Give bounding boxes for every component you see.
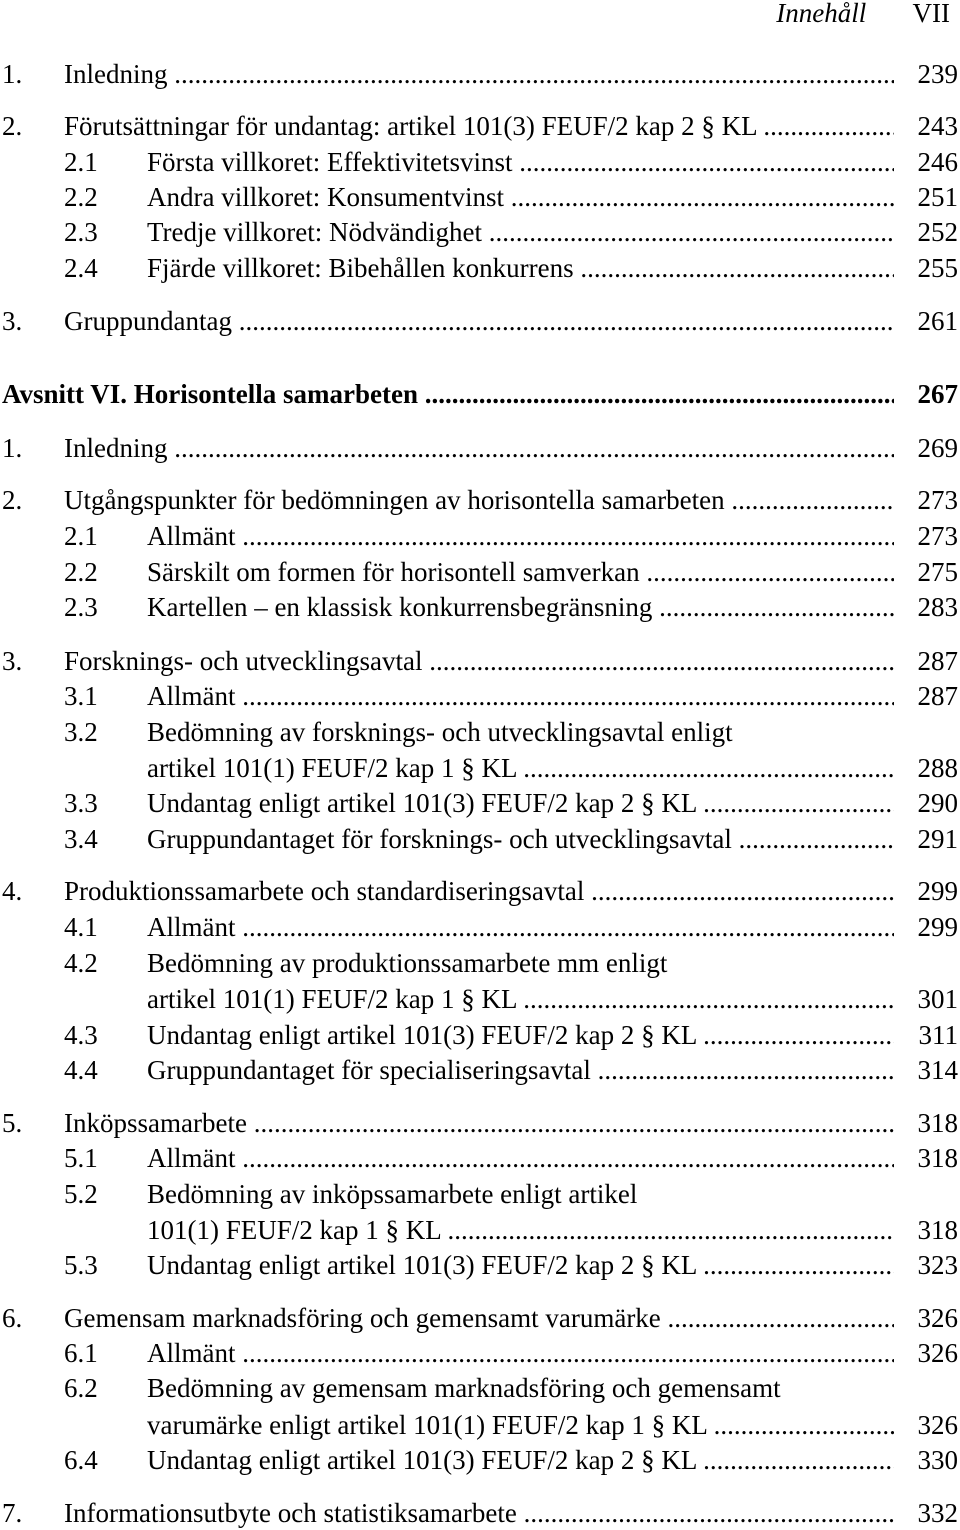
toc-entry-number: 5. [2,1108,23,1138]
toc-entry-title: Allmänt [147,1338,236,1368]
toc-entry-number: 4.1 [64,912,98,942]
toc-entry-page: 301 [917,984,958,1014]
toc-entry-page: 299 [917,876,958,906]
toc-entry[interactable] [0,716,960,748]
toc-entry-page: 283 [917,592,958,622]
toc-entry[interactable] [0,432,960,464]
toc-entry-title: Allmänt [147,912,236,942]
toc-entry-number: 1. [2,59,23,89]
toc-entry-title: Gemensam marknadsföring och gemensamt varumärke [64,1303,661,1333]
toc-entry-number: 5.1 [64,1143,98,1173]
toc-entry-page: 251 [917,182,958,212]
toc-entry-title: Utgångspunkter för bedömningen av horisontella samarbeten [64,485,725,515]
toc-entry[interactable] [0,252,960,284]
toc-entry-number: 6. [2,1303,23,1333]
header-section-title: Innehåll [776,0,867,28]
toc-entry-page: 326 [917,1303,958,1333]
toc-entry-title: Produktionssamarbete och standardiseringsavtal [64,876,585,906]
toc-entry-page: 318 [917,1108,958,1138]
toc-entry-title: Allmänt [147,521,236,551]
toc-entry-number: 3.3 [64,788,98,818]
toc-entry-title: Fjärde villkoret: Bibehållen konkurrens [147,253,574,283]
toc-entry-page: 287 [917,646,958,676]
toc-entry[interactable] [0,1178,960,1210]
toc-entry[interactable] [0,1249,960,1281]
toc-entry-title: Andra villkoret: Konsumentvinst [147,182,504,212]
toc-entry-title: artikel 101(1) FEUF/2 kap 1 § KL [147,984,517,1014]
toc-entry-number: 7. [2,1498,23,1528]
toc-entry-page: 267 [917,379,958,409]
toc-entry-page: 269 [917,433,958,463]
toc-entry-page: 332 [917,1498,958,1528]
toc-entry-title: Informationsutbyte och statistiksamarbete [64,1498,517,1528]
toc-entry-title: Allmänt [147,681,236,711]
toc-entry[interactable] [0,591,960,623]
toc-entry-number: 2. [2,485,23,515]
toc-entry-page: 252 [917,217,958,247]
toc-entry[interactable] [0,875,960,907]
toc-entry-page: 326 [917,1338,958,1368]
toc-entry-page: 318 [917,1143,958,1173]
toc-entry-page: 255 [917,253,958,283]
toc-entry-title: Forsknings- och utvecklingsavtal [64,646,423,676]
toc-entry[interactable] [0,1444,960,1476]
toc-entry-number: 1. [2,433,23,463]
toc-entry[interactable] [0,1409,960,1441]
toc-entry-title: Gruppundantag [64,306,232,336]
toc-entry-title: artikel 101(1) FEUF/2 kap 1 § KL [147,753,517,783]
toc-entry-number: 3.1 [64,681,98,711]
toc-entry-page: 318 [917,1215,958,1245]
toc-entry-number: 3. [2,646,23,676]
toc-entry-number: 3.2 [64,717,98,747]
toc-entry-number: 2.2 [64,182,98,212]
toc-entry[interactable] [0,1337,960,1369]
toc-entry-page: 239 [917,59,958,89]
toc-entry-number: 4.3 [64,1020,98,1050]
toc-entry-page: 299 [917,912,958,942]
toc-entry-title: Förutsättningar för undantag: artikel 101(3) FEUF/2 kap 2 § KL [64,111,757,141]
toc-entry-number: 6.1 [64,1338,98,1368]
toc-entry-number: 4. [2,876,23,906]
toc-entry-title: Undantag enligt artikel 101(3) FEUF/2 kap 2 § KL [147,788,697,818]
toc-entry[interactable] [0,378,960,410]
toc-entry-title: 101(1) FEUF/2 kap 1 § KL [147,1215,441,1245]
toc-entry-number: 5.3 [64,1250,98,1280]
toc-entry-title: Undantag enligt artikel 101(3) FEUF/2 kap 2 § KL [147,1250,697,1280]
toc-entry[interactable] [0,1302,960,1334]
toc-entry-title: Bedömning av gemensam marknadsföring och gemensamt [147,1373,781,1403]
toc-entry-title: Undantag enligt artikel 101(3) FEUF/2 kap 2 § KL [147,1020,697,1050]
toc-entry[interactable] [0,484,960,516]
toc-entry-page: 290 [917,788,958,818]
toc-entry[interactable] [0,1214,960,1246]
toc-entry-title: varumärke enligt artikel 101(1) FEUF/2 kap 1 § KL [147,1410,707,1440]
toc-entry[interactable] [0,752,960,784]
toc-entry-title: Bedömning av inköpssamarbete enligt artikel [147,1179,638,1209]
toc-entry[interactable] [0,680,960,712]
toc-entry-title: Inköpssamarbete [64,1108,247,1138]
toc-entry-title: Undantag enligt artikel 101(3) FEUF/2 kap 2 § KL [147,1445,697,1475]
toc-entry-page: 287 [917,681,958,711]
toc-entry[interactable] [0,1372,960,1404]
toc-entry-number: 2. [2,111,23,141]
toc-entry-number: 2.1 [64,521,98,551]
toc-entry[interactable] [0,181,960,213]
toc-entry-title: Gruppundantaget för specialiseringsavtal [147,1055,591,1085]
toc-entry-page: 330 [917,1445,958,1475]
toc-entry-number: 5.2 [64,1179,98,1209]
toc-entry[interactable] [0,645,960,677]
toc-entry-number: 2.3 [64,217,98,247]
toc-entry-number: 3.4 [64,824,98,854]
toc-entry-page: 273 [917,521,958,551]
toc-entry[interactable] [0,556,960,588]
toc-entry-number: 4.2 [64,948,98,978]
toc-entry[interactable] [0,787,960,819]
toc-entry-number: 6.4 [64,1445,98,1475]
toc-entry-number: 2.4 [64,253,98,283]
toc-entry-title: Inledning [64,59,168,89]
toc-entry-page: 314 [917,1055,958,1085]
toc-entry-number: 6.2 [64,1373,98,1403]
running-header [776,0,950,28]
toc-entry[interactable] [0,1019,960,1051]
toc-entry-page: 261 [917,306,958,336]
toc-entry-page: 288 [917,753,958,783]
toc-entry-number: 2.2 [64,557,98,587]
toc-entry-number: 4.4 [64,1055,98,1085]
header-page-number: VII [912,0,950,28]
toc-entry[interactable] [0,110,960,142]
toc-entry[interactable] [0,58,960,90]
toc-entry[interactable] [0,947,960,979]
toc-entry[interactable] [0,911,960,943]
toc-entry-page: 311 [918,1020,958,1050]
toc-entry-title: Bedömning av produktionssamarbete mm enligt [147,948,668,978]
toc-entry-number: 3. [2,306,23,336]
toc-entry-title: Avsnitt VI. Horisontella samarbeten [2,379,418,409]
toc-entry-number: 2.1 [64,147,98,177]
toc-entry-title: Tredje villkoret: Nödvändighet [147,217,482,247]
toc-entry-title: Bedömning av forsknings- och utvecklingsavtal enligt [147,717,733,747]
toc-entry-page: 273 [917,485,958,515]
toc-entry-page: 323 [917,1250,958,1280]
toc-entry[interactable] [0,1054,960,1086]
toc-entry[interactable] [0,520,960,552]
toc-entry-page: 291 [917,824,958,854]
toc-entry[interactable] [0,216,960,248]
toc-entry-page: 326 [917,1410,958,1440]
toc-entry-page: 246 [917,147,958,177]
toc-entry-title: Gruppundantaget för forsknings- och utvecklingsavtal [147,824,732,854]
toc-entry-title: Första villkoret: Effektivitetsvinst [147,147,513,177]
toc-entry-title: Kartellen – en klassisk konkurrensbegränsning [147,592,653,622]
toc-entry-title: Särskilt om formen för horisontell samverkan [147,557,640,587]
toc-entry[interactable] [0,305,960,337]
toc-entry-title: Inledning [64,433,168,463]
toc-entry-number: 2.3 [64,592,98,622]
toc-entry-page: 243 [917,111,958,141]
toc-entry[interactable] [0,983,960,1015]
toc-entry-page: 275 [917,557,958,587]
toc-entry[interactable] [0,1497,960,1529]
toc-entry[interactable] [0,823,960,855]
toc-entry[interactable] [0,1107,960,1139]
toc-entry[interactable] [0,1142,960,1174]
toc-entry-title: Allmänt [147,1143,236,1173]
toc-entry[interactable] [0,146,960,178]
